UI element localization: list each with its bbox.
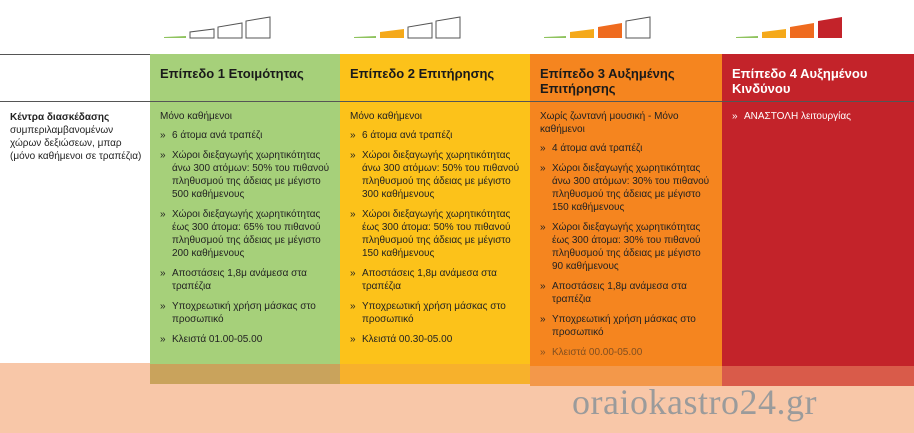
meter-bar-3 <box>218 23 242 38</box>
list-item: » ΑΝΑΣΤΟΛΗ λειτουργίας <box>732 111 851 122</box>
meter-bar-4 <box>246 17 270 38</box>
level-3-column <box>530 54 722 386</box>
list-item: » 6 άτομα ανά τραπέζι <box>160 130 263 141</box>
level-3-body <box>540 110 712 366</box>
level-4-column <box>722 54 914 386</box>
list-item: » Κλειστά 01.00-05.00 <box>160 334 263 345</box>
list-item: » Υποχρεωτική χρήση μάσκας στο προσωπικό <box>160 301 316 325</box>
level-2-meter-icon <box>352 16 462 42</box>
level-intro: Μόνο καθήμενοι <box>160 111 233 122</box>
row-label-desc: συμπεριλαμβανομένων χώρων δεξιώσεων, μπαρ (μόνο καθήμενοι σε τραπέζια) <box>10 125 142 162</box>
level-1-body <box>160 110 332 353</box>
level-2-body <box>350 110 522 353</box>
level-4-meter-icon <box>734 16 844 42</box>
level-2-title: Επίπεδο 2 Επιτήρησης <box>350 66 495 81</box>
list-item: » Αποστάσεις 1,8μ ανάμεσα στα τραπέζια <box>160 268 307 292</box>
list-item: » Κλειστά 00.00-05.00 <box>540 347 643 358</box>
list-item: » Χώροι διεξαγωγής χωρητικότητας άνω 300 ατόμων: 50% του πιθανού πληθυσμού της άδειας με μέγιστο 300 καθήμενους <box>350 150 520 200</box>
header-top-rule <box>0 54 150 55</box>
level-2-column <box>340 54 530 384</box>
list-item: » Χώροι διεξαγωγής χωρητικότητας έως 300 άτομα: 50% του πιθανού πληθυσμού της άδειας με μέγιστο 150 καθήμενους <box>350 209 511 259</box>
row-label-title: Κέντρα διασκέδασης <box>10 112 110 123</box>
meter-bar-1 <box>736 36 758 38</box>
level-1-meter-icon <box>162 16 272 42</box>
list-item: » Χώροι διεξαγωγής χωρητικότητας άνω 300 ατόμων: 50% του πιθανού πληθυσμού της άδειας με μέγιστο 500 καθήμενους <box>160 150 330 200</box>
list-item: » Αποστάσεις 1,8μ ανάμεσα στα τραπέζια <box>350 268 497 292</box>
meter-bar-2 <box>570 29 594 38</box>
meter-bar-2 <box>190 29 214 38</box>
watermark: oraiokastro24.gr <box>572 382 817 422</box>
meter-bar-1 <box>354 36 376 38</box>
meter-bar-4 <box>626 17 650 38</box>
level-3-meter-icon <box>542 16 652 42</box>
level-4-title: Επίπεδο 4 Αυξημένου Κινδύνου <box>732 66 868 96</box>
level-1-column <box>150 54 340 384</box>
meter-bar-2 <box>762 29 786 38</box>
level-intro: Μόνο καθήμενοι <box>350 111 423 122</box>
meter-bar-3 <box>408 23 432 38</box>
level-1-title: Επίπεδο 1 Ετοιμότητας <box>160 66 304 81</box>
meter-bar-4 <box>818 17 842 38</box>
list-item: » 4 άτομα ανά τραπέζι <box>540 143 643 154</box>
list-item: » Υποχρεωτική χρήση μάσκας στο προσωπικό <box>540 314 696 338</box>
meter-bar-1 <box>164 36 186 38</box>
list-item: » 6 άτομα ανά τραπέζι <box>350 130 453 141</box>
list-item: » Κλειστά 00.30-05.00 <box>350 334 453 345</box>
level-4-body <box>732 110 904 130</box>
header-rule <box>0 101 914 102</box>
column-footer <box>150 364 340 384</box>
row-label <box>10 111 142 163</box>
meter-bar-3 <box>598 23 622 38</box>
list-item: » Χώροι διεξαγωγής χωρητικότητας έως 300 άτομα: 65% του πιθανού πληθυσμού της άδειας με μέγιστο 200 καθήμενους <box>160 209 321 259</box>
meter-bar-1 <box>544 36 566 38</box>
list-item: » Χώροι διεξαγωγής χωρητικότητας άνω 300 ατόμων: 30% του πιθανού πληθυσμού της άδειας με μέγιστο 150 καθήμενους <box>540 163 710 213</box>
level-intro: Χωρίς ζωντανή μουσική - Μόνο καθήμενοι <box>540 111 679 135</box>
list-item: » Υποχρεωτική χρήση μάσκας στο προσωπικό <box>350 301 506 325</box>
level-3-title: Επίπεδο 3 Αυξημένης Επιτήρησης <box>540 66 675 96</box>
list-item: » Αποστάσεις 1,8μ ανάμεσα στα τραπέζια <box>540 281 687 305</box>
meter-bar-3 <box>790 23 814 38</box>
meter-bar-2 <box>380 29 404 38</box>
list-item: » Χώροι διεξαγωγής χωρητικότητας έως 300 άτομα: 30% του πιθανού πληθυσμού της άδειας με μέγιστο 90 καθήμενους <box>540 222 701 272</box>
meter-bar-4 <box>436 17 460 38</box>
column-footer <box>340 364 530 384</box>
